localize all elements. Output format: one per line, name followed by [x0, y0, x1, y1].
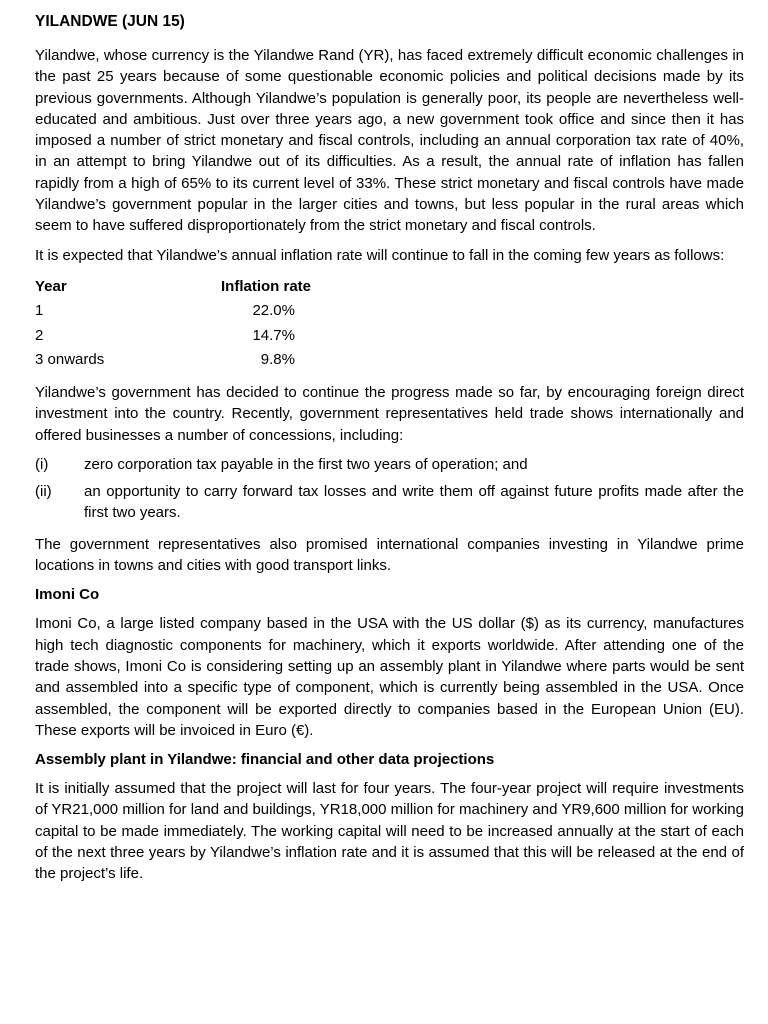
concession-item [35, 454, 744, 475]
document-title: YILANDWE (JUN 15) [35, 13, 185, 30]
row-year: 3 onwards [35, 351, 105, 369]
inflation-table-row [35, 323, 744, 348]
concession-text: zero corporation tax payable in the first two years of operation; and [84, 455, 528, 473]
inflation-table-row [35, 347, 744, 372]
concession-text: an opportunity to carry forward tax losses and write them off against future profits made after the first two years. [84, 483, 744, 522]
row-rate: 22.0% [252, 302, 295, 320]
government-paragraph: Yilandwe’s government has decided to continue the progress made so far, by encouraging foreign direct investment into the country. Recently, government representatives held trade shows internationally and offered businesses a number of concessions, including: [35, 383, 744, 444]
concession-item [35, 481, 744, 524]
concession-marker: (ii) [35, 483, 52, 501]
concession-marker: (i) [35, 455, 49, 473]
assembly-plant-heading: Assembly plant in Yilandwe: financial and other data projections [35, 751, 495, 769]
promise-paragraph: The government representatives also promised international companies investing in Yilandwe prime locations in towns and cities with good transport links. [35, 535, 744, 575]
row-year: 2 [35, 326, 44, 344]
row-rate: 14.7% [252, 326, 295, 344]
inflation-intro-paragraph: It is expected that Yilandwe’s annual inflation rate will continue to fall in the coming few years as follows: [35, 246, 725, 264]
inflation-table-header [35, 274, 744, 299]
imoni-paragraph: Imoni Co, a large listed company based in the USA with the US dollar ($) as its currency, manufactures high tech diagnostic components for machinery, which it exports worldwide. After attending one of the trade shows, Imoni Co is considering setting up an assembly plant in Yilandwe where parts would be sent and assembled into a specific type of component, which is currently being assembled in the USA. Once assembled, the component will be exported directly to companies based in the European Union (EU). These exports will be invoiced in Euro (€). [35, 615, 744, 739]
inflation-table-row [35, 298, 744, 323]
header-year: Year [35, 277, 67, 295]
imoni-heading: Imoni Co [35, 586, 100, 604]
row-year: 1 [35, 302, 44, 320]
row-rate: 9.8% [260, 351, 295, 369]
header-inflation-rate: Inflation rate [221, 277, 312, 295]
assembly-plant-paragraph: It is initially assumed that the project will last for four years. The four-year project will require investments of YR21,000 million for land and buildings, YR18,000 million for machinery and YR9,600 million for working capital to be made immediately. The working capital will need to be increased annually at the start of each of the next three years by Yilandwe’s inflation rate and it is assumed that this will be released at the end of the project’s life. [35, 780, 744, 883]
inflation-table [35, 274, 744, 372]
intro-paragraph: Yilandwe, whose currency is the Yilandwe Rand (YR), has faced extremely difficult economic challenges in the past 25 years because of some questionable economic policies and political decisions made by its previous governments. Although Yilandwe’s population is generally poor, its people are nevertheless well-educated and ambitious. Just over three years ago, a new government took office and since then it has imposed a number of strict monetary and fiscal controls, including an annual corporation tax rate of 40%, in an attempt to bring Yilandwe out of its difficulties. As a result, the annual rate of inflation has fallen rapidly from a high of 65% to its current level of 33%. These strict monetary and fiscal controls have made Yilandwe’s government popular in the larger cities and towns, but less popular in the rural areas which seem to have suffered disproportionately from the strict monetary and fiscal controls. [35, 47, 744, 235]
